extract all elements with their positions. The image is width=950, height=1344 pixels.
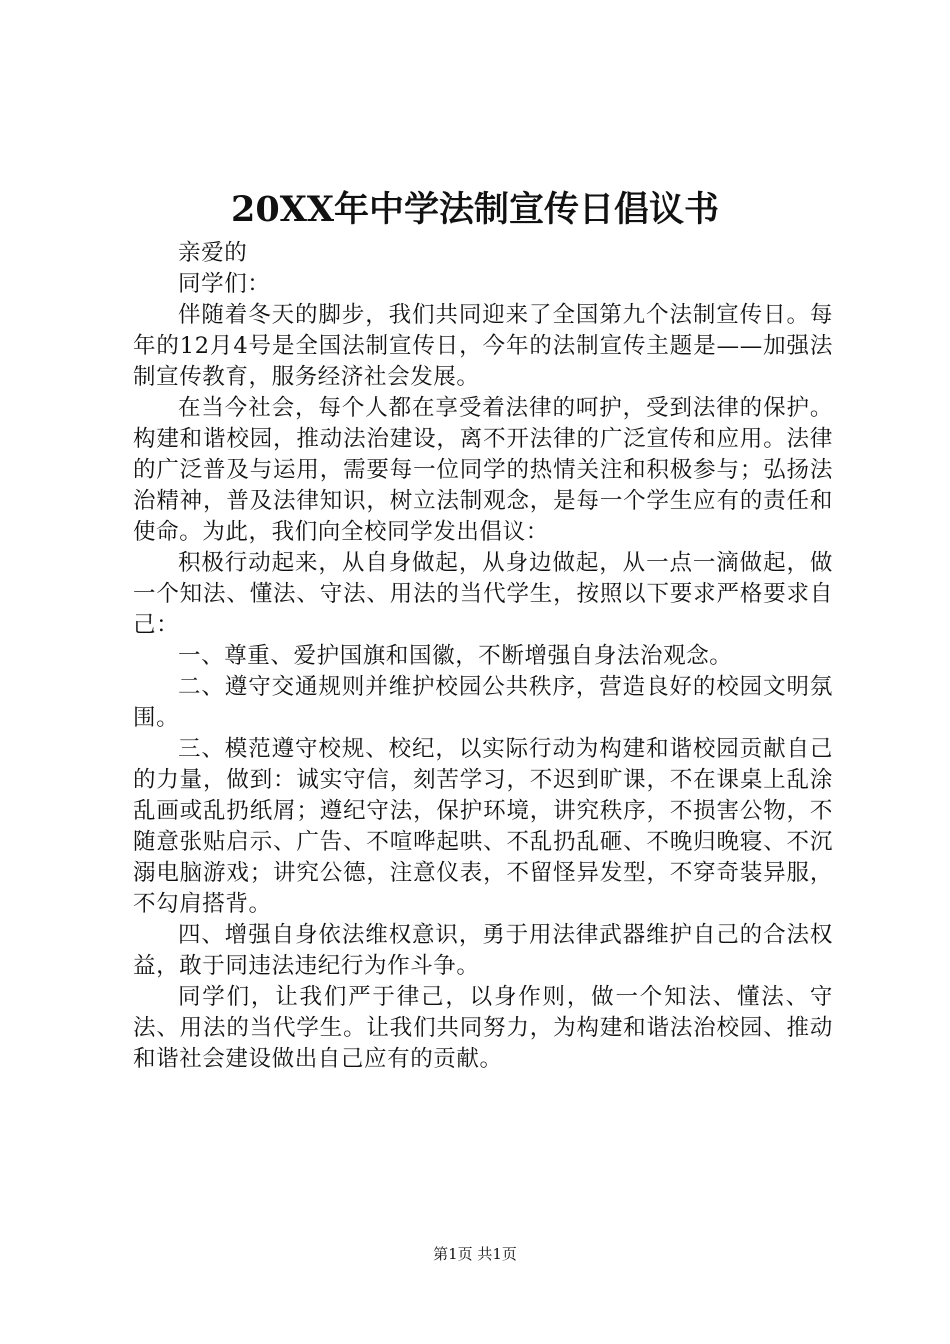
paragraph-call-to-action: 积极行动起来，从自身做起，从身边做起，从一点一滴做起，做一个知法、懂法、守法、用法的当代学生，按照以下要求严格要求自己： [133,550,833,638]
paragraph-context: 在当今社会，每个人都在享受着法律的呵护，受到法律的保护。构建和谐校园，推动法治建设，离不开法律的广泛宣传和应用。法律的广泛普及与运用，需要每一位同学的热情关注和积极参与；弘扬法治精神，普及法律知识，树立法制观念，是每一个学生应有的责任和使命。为此，我们向全校同学发出倡议： [133,395,833,545]
paragraph-closing: 同学们，让我们严于律己，以身作则，做一个知法、懂法、守法、用法的当代学生。让我们共同努力，为构建和谐法治校园、推动和谐社会建设做出自己应有的贡献。 [133,984,833,1072]
document-body [133,238,833,1075]
page-footer: 第1页 共1页 [433,1245,517,1263]
salutation-line-2: 同学们： [178,271,271,297]
list-item-1: 一、尊重、爱护国旗和国徽，不断增强自身法治观念。 [178,643,733,669]
list-item-2: 二、遵守交通规则并维护校园公共秩序，营造良好的校园文明氛围。 [133,674,833,731]
document-title: 20XX年中学法制宣传日倡议书 [230,189,720,230]
paragraph-intro: 伴随着冬天的脚步，我们共同迎来了全国第九个法制宣传日。每年的12月4号是全国法制宣传日，今年的法制宣传主题是——加强法制宣传教育，服务经济社会发展。 [133,302,833,390]
list-item-4: 四、增强自身依法维权意识，勇于用法律武器维护自己的合法权益，敢于同违法违纪行为作斗争。 [133,922,833,979]
salutation-line-1: 亲爱的 [178,240,248,266]
list-item-3: 三、模范遵守校规、校纪，以实际行动为构建和谐校园贡献自己的力量，做到：诚实守信，刻苦学习，不迟到旷课，不在课桌上乱涂乱画或乱扔纸屑；遵纪守法，保护环境，讲究秩序，不损害公物，不随意张贴启示、广告、不喧哗起哄、不乱扔乱砸、不晚归晚寝、不沉溺电脑游戏；讲究公德，注意仪表，不留怪异发型，不穿奇装异服，不勾肩搭背。 [133,736,833,917]
